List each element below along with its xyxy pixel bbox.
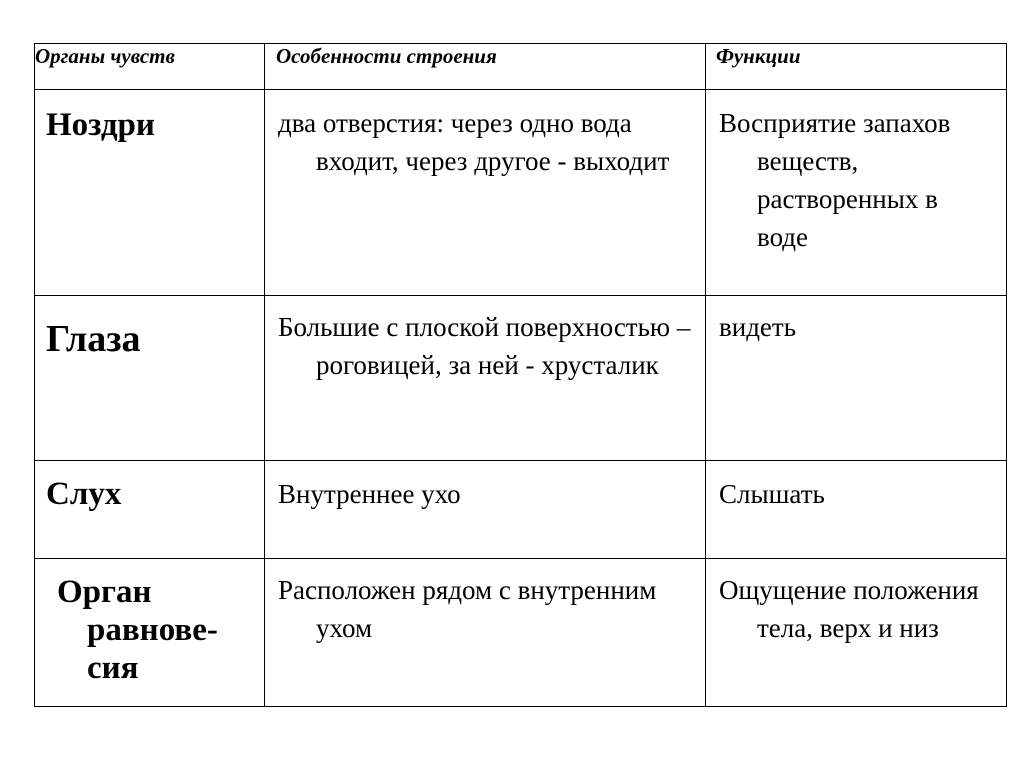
function-cell — [706, 90, 1007, 296]
function-cell — [706, 461, 1007, 559]
function-text: Ощущение положения тела, верх и низ — [719, 575, 979, 643]
function-text: Слышать — [719, 479, 825, 509]
organ-name: Слух — [46, 476, 122, 512]
structure-text: Расположен рядом с внутренним ухом — [278, 575, 657, 643]
structure-cell — [265, 296, 706, 461]
header-structure: Особенности строения — [265, 44, 706, 90]
table-row — [35, 296, 1007, 461]
organ-cell — [35, 559, 265, 707]
table-header-row — [35, 44, 1007, 90]
organ-cell — [35, 461, 265, 559]
structure-cell — [265, 559, 706, 707]
organ-name: Ноздри — [46, 107, 155, 143]
sense-organs-table-container — [34, 43, 1006, 707]
table-row — [35, 90, 1007, 296]
organ-cell — [35, 296, 265, 461]
organ-name-line: сия — [87, 650, 139, 686]
organ-name-line: Орган — [57, 574, 152, 610]
organ-name: Глаза — [46, 318, 141, 360]
header-function: Функции — [706, 44, 1007, 90]
sense-organs-table — [34, 43, 1007, 707]
structure-text: Внутреннее ухо — [278, 479, 461, 509]
structure-text: Большие с плоской поверхностью – роговицей, за ней - хрусталик — [278, 312, 691, 380]
organ-cell — [35, 90, 265, 296]
table-row — [35, 559, 1007, 707]
function-cell — [706, 559, 1007, 707]
header-organ: Органы чувств — [35, 44, 265, 90]
structure-text: два отверстия: через одно вода входит, через другое - выходит — [278, 108, 670, 176]
function-text: видеть — [719, 312, 797, 342]
function-text: Восприятие запахов веществ, растворенных в воде — [719, 108, 951, 252]
structure-cell — [265, 90, 706, 296]
table-row — [35, 461, 1007, 559]
function-cell — [706, 296, 1007, 461]
organ-name-line: равнове- — [87, 612, 218, 648]
structure-cell — [265, 461, 706, 559]
